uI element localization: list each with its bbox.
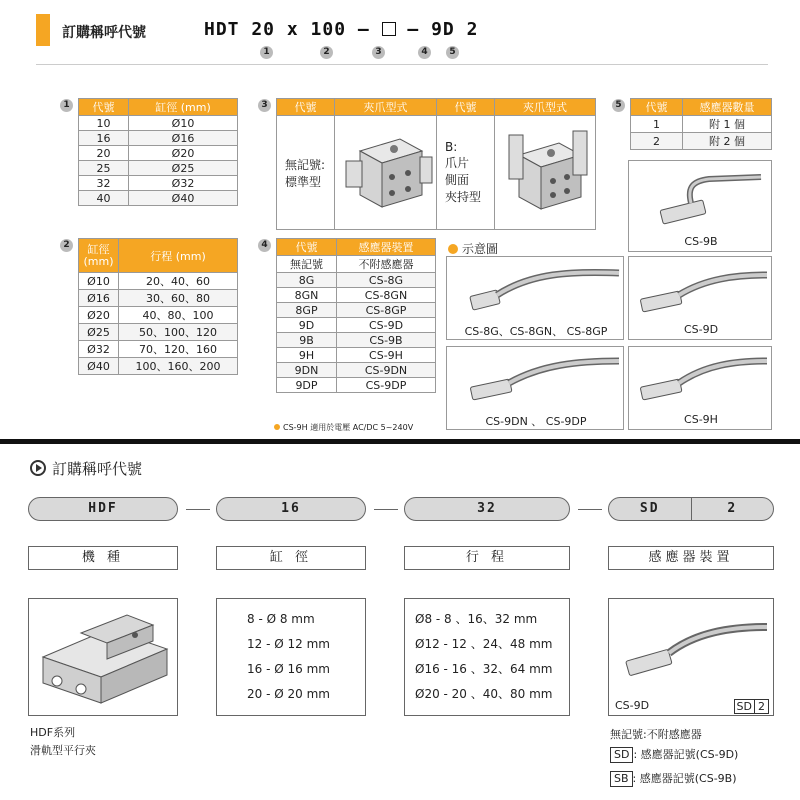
table-cell: Ø10 [129,116,238,131]
table-row [277,363,436,378]
bottom-title: 訂購稱呼代號 [30,458,142,479]
sensor-voltage-note: CS-9H 適用於電壓 AC/DC 5~240V [274,422,413,433]
series-name: HDF系列 [30,726,76,739]
sensor-cs9d-box [628,256,772,340]
bore-spec: 20 - Ø 20 mm [247,687,330,701]
code-pill-bore: 16 [216,497,366,521]
table-cell: 8GP [277,303,337,318]
side-grip-image [495,116,596,230]
table-cell: 1 [631,116,683,133]
table-cell: 8GN [277,288,337,303]
table-cell: 8G [277,273,337,288]
table-row [79,146,238,161]
table-row [79,161,238,176]
caption-cs9d: CS-9D [683,323,719,336]
col-code: 代號 [277,239,337,256]
section-divider [0,439,800,444]
table2-marker: 2 [60,239,73,252]
table-cell: 9H [277,348,337,363]
sensor-cs8g-box [446,256,624,340]
model-code: HDT 20 x 100 – – 9D 2 [204,19,479,40]
table-row [277,378,436,393]
col-jaw-type: 夾爪型式 [495,99,596,116]
table-row [631,133,772,150]
table-cell: Ø40 [79,358,119,375]
diagram-label: 示意圖 [448,240,498,257]
table-cell: Ø16 [79,290,119,307]
std-type-label: 無記號: 標準型 [277,116,335,230]
sensor-qty-table [630,98,772,150]
label-model: 機 種 [28,546,178,570]
header-divider [36,64,768,65]
sensor-box-tag: SD 2 [734,699,769,714]
table-row [79,191,238,206]
sensor-cs9d-icon [635,265,769,317]
col-qty: 感應器數量 [683,99,772,116]
caption-cs9dn: CS-9DN 、 CS-9DP [485,415,587,428]
table-cell: Ø20 [79,307,119,324]
sensor-cs9h-icon [635,353,769,409]
slide-gripper-icon [35,605,173,711]
table-cell: 100、160、200 [119,358,238,375]
code-pill-hdf: HDF [28,497,178,521]
table-row [79,131,238,146]
table-row [79,341,238,358]
marker-3: 3 [372,46,385,59]
table-cell: 30、60、80 [119,290,238,307]
table-cell: Ø20 [129,146,238,161]
series-description: 滑軌型平行夾 [30,744,96,757]
table-cell: 16 [79,131,129,146]
col-stroke: 行程 (mm) [119,239,238,273]
table-cell: 20 [79,146,129,161]
stroke-spec-box [404,598,570,716]
sensor-table [276,238,436,393]
table-cell: 50、100、120 [119,324,238,341]
note-sb: SB : 感應器記號(CS-9B) [610,770,737,787]
table-cell: CS-8GP [337,303,436,318]
table-cell: Ø25 [129,161,238,176]
sensor-cs9d-icon [617,613,769,683]
bore-spec-box [216,598,366,716]
table-cell: CS-9H [337,348,436,363]
table-row [79,116,238,131]
table-cell: Ø32 [129,176,238,191]
std-gripper-image [335,116,437,230]
note-none: 無記號:不附感應器 [610,728,702,741]
col-jaw-type: 夾爪型式 [335,99,437,116]
jaw-type-table [276,98,596,230]
table-row [79,358,238,375]
code-separator [186,509,210,510]
side-grip-label: B: 爪片 側面 夾持型 [437,116,495,230]
table4-marker: 4 [258,239,271,252]
table-cell: 無記號 [277,256,337,273]
table-row [277,288,436,303]
caption-cs9h: CS-9H [684,413,718,426]
table-cell: Ø40 [129,191,238,206]
table-cell: 20、40、60 [119,273,238,290]
code-separator [374,509,398,510]
col-bore: 缸徑 (mm) [129,99,238,116]
label-bore: 缸 徑 [216,546,366,570]
sensor-cs9dn-icon [461,353,621,409]
table-row [277,303,436,318]
table-cell: CS-8G [337,273,436,288]
table-cell: CS-9DN [337,363,436,378]
code-pill-stroke: 32 [404,497,570,521]
table-cell: CS-9DP [337,378,436,393]
table-row [79,324,238,341]
table-cell: 附 1 個 [683,116,772,133]
table-row [631,116,772,133]
label-sensor: 感應器裝置 [608,546,774,570]
sensor-cs8g-icon [461,263,621,319]
table-cell: CS-9D [337,318,436,333]
order-code-title: 訂購稱呼代號 [62,25,146,41]
bore-spec: 16 - Ø 16 mm [247,662,330,676]
table-cell: 40、80、100 [119,307,238,324]
sensor-spec-box [608,598,774,716]
table-cell: 70、120、160 [119,341,238,358]
stroke-spec: Ø16 - 16 、32、64 mm [415,662,553,676]
code-pill-sensor: SD 2 [608,497,774,521]
table-cell: Ø32 [79,341,119,358]
sensor-cs9b-icon [639,167,765,231]
caption-cs8g: CS-8G、CS-8GN、 CS-8GP [464,325,608,338]
caption-cs9b: CS-9B [684,235,718,248]
table-cell: 9DP [277,378,337,393]
table-cell: 2 [631,133,683,150]
stroke-spec: Ø8 - 8 、16、32 mm [415,612,538,626]
table-cell: Ø25 [79,324,119,341]
sensor-box-caption: CS-9D [615,699,650,712]
model-image-box [28,598,178,716]
marker-2: 2 [320,46,333,59]
table-cell: 9D [277,318,337,333]
title-accent-bar [36,14,50,46]
table-cell: 不附感應器 [337,256,436,273]
bore-code-table [78,98,238,206]
note-sd: SD : 感應器記號(CS-9D) [610,746,738,763]
bore-spec: 8 - Ø 8 mm [247,612,315,626]
gripper-icon [338,121,434,221]
marker-1: 1 [260,46,273,59]
table-cell: 9B [277,333,337,348]
table-row [79,290,238,307]
table-cell: CS-8GN [337,288,436,303]
col-code: 代號 [79,99,129,116]
marker-4: 4 [418,46,431,59]
table5-marker: 5 [612,99,625,112]
stroke-table [78,238,238,375]
table-row [79,307,238,324]
table-row [277,273,436,288]
table-cell: 40 [79,191,129,206]
stroke-spec: Ø20 - 20 、40、80 mm [415,687,553,701]
sensor-cs9h-box [628,346,772,430]
bore-spec: 12 - Ø 12 mm [247,637,330,651]
col-bore: 缸徑 (mm) [79,239,119,273]
side-gripper-icon [497,121,593,221]
sensor-cs9dn-box [446,346,624,430]
table-cell: 25 [79,161,129,176]
table3-marker: 3 [258,99,271,112]
table-row [277,333,436,348]
table-row [79,273,238,290]
sensor-cs9b-box [628,160,772,252]
table-cell: Ø10 [79,273,119,290]
table-row [277,318,436,333]
play-circle-icon [30,460,46,476]
table-row [277,348,436,363]
table-cell: 附 2 個 [683,133,772,150]
col-code: 代號 [631,99,683,116]
table-row [79,176,238,191]
stroke-spec: Ø12 - 12 、24、48 mm [415,637,553,651]
table-cell: Ø16 [129,131,238,146]
table-cell: CS-9B [337,333,436,348]
table-cell: 10 [79,116,129,131]
table-cell: 32 [79,176,129,191]
table-cell: 9DN [277,363,337,378]
col-sensor: 感應器裝置 [337,239,436,256]
marker-5: 5 [446,46,459,59]
col-code: 代號 [277,99,335,116]
label-stroke: 行 程 [404,546,570,570]
table1-marker: 1 [60,99,73,112]
code-separator [578,509,602,510]
table-row [277,256,436,273]
col-code: 代號 [437,99,495,116]
